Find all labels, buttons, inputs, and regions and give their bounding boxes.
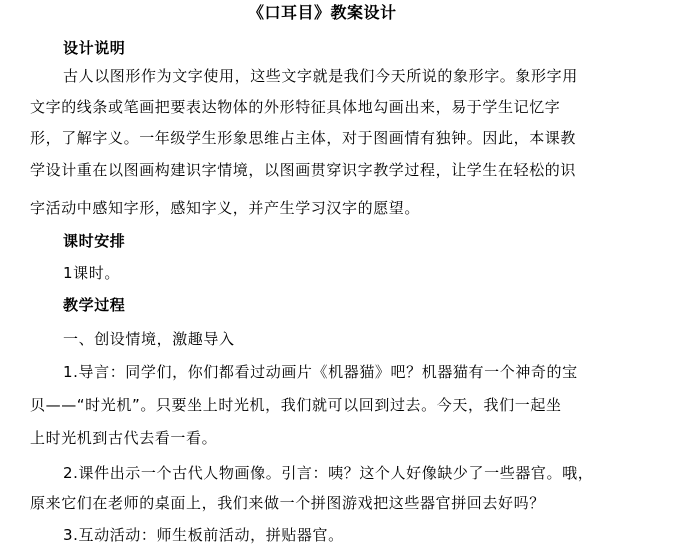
paragraph-line: 文字的线条或笔画把要表达物体的外形特征具体地勾画出来，易于学生记忆字 — [30, 98, 561, 116]
list-item-line: 原来它们在老师的桌面上，我们来做一个拼图游戏把这些器官拼回去好吗？ — [30, 494, 545, 512]
subheading: 一、创设情境，激趣导入 — [63, 330, 235, 348]
paragraph-line: 1课时。 — [63, 264, 120, 282]
list-item-line: 2.课件出示一个古代人物画像。引言：咦？这个人好像缺少了一些器官。哦， — [63, 464, 594, 482]
list-item-line: 上时光机到古代去看一看。 — [30, 429, 218, 447]
list-item-line: 贝——“时光机”。只要坐上时光机，我们就可以回到过去。今天，我们一起坐 — [30, 396, 562, 414]
section-heading-process: 教学过程 — [63, 296, 126, 314]
paragraph-line: 形，了解字义。一年级学生形象思维占主体，对于图画情有独钟。因此，本课教 — [30, 129, 577, 147]
list-item-line: 1.导言：同学们，你们都看过动画片《机器猫》吧？机器猫有一个神奇的宝 — [63, 363, 578, 381]
paragraph-line: 古人以图形作为文字使用，这些文字就是我们今天所说的象形字。象形字用 — [63, 67, 578, 85]
section-heading-design-notes: 设计说明 — [63, 39, 126, 57]
section-heading-schedule: 课时安排 — [63, 232, 126, 250]
list-item-line: 3.互动活动：师生板前活动，拼贴器官。 — [63, 526, 344, 544]
paragraph-line: 字活动中感知字形，感知字义，并产生学习汉字的愿望。 — [30, 199, 421, 217]
document-title: 《口耳目》教案设计 — [248, 3, 397, 22]
paragraph-line: 学设计重在以图画构建识字情境，以图画贯穿识字教学过程，让学生在轻松的识 — [30, 161, 577, 179]
